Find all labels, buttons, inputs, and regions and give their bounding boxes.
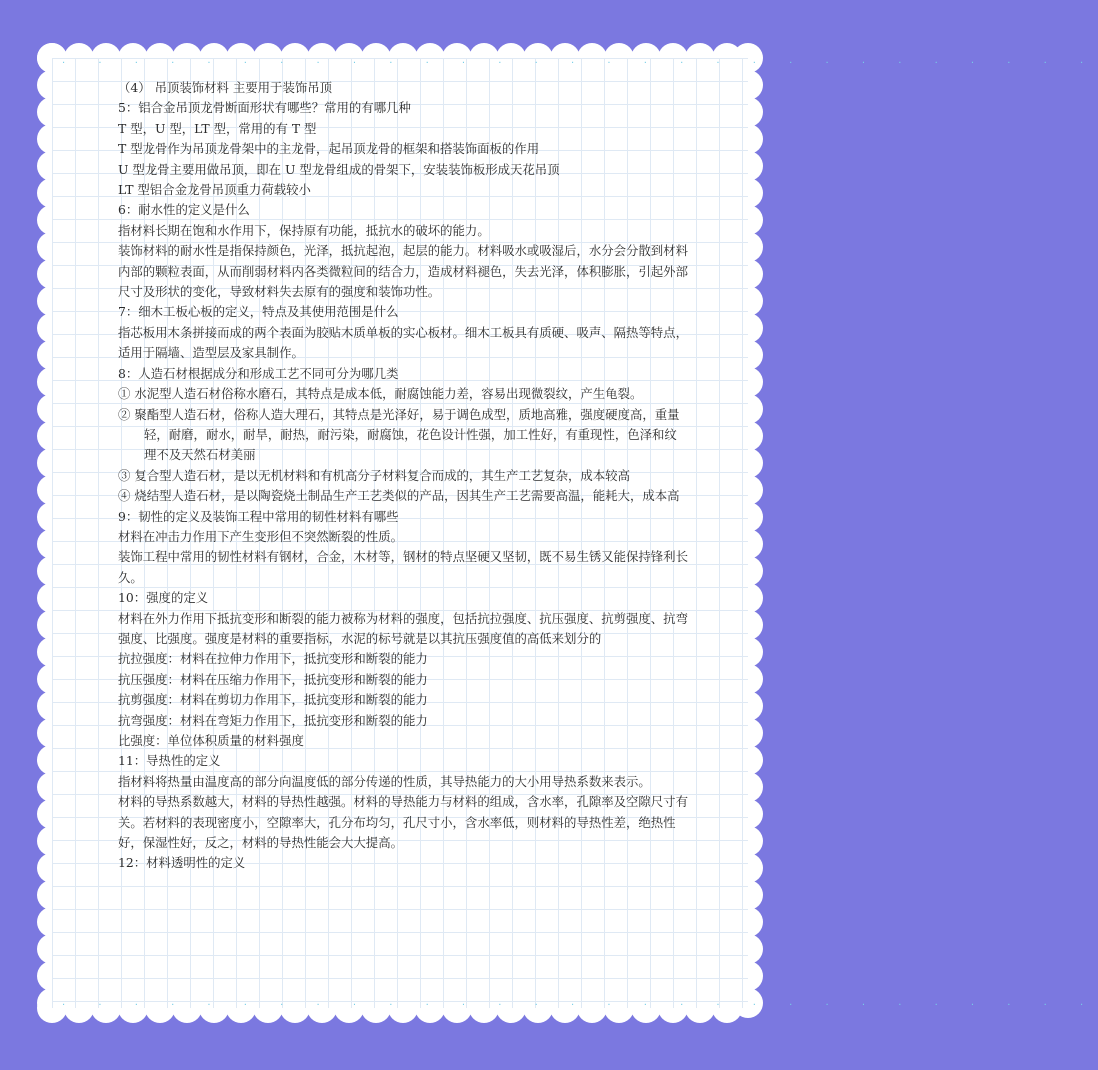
list-item: ① 水泥型人造石材俗称水磨石，其特点是成本低，耐腐蚀能力差，容易出现微裂纹，产生龟裂。 (118, 386, 643, 402)
question-heading: 11：导热性的定义 (118, 753, 221, 769)
paragraph: 材料的导热系数越大，材料的导热性越强。材料的导热能力与材料的组成，含水率，孔隙率及空隙尺寸有关。若材料的表现密度小，空隙率大，孔分布均匀，孔尺寸小，含水率低，则材料的导热性差，绝热性好，保湿性好，反之，材料的导热性能会大大提高。 (118, 794, 688, 851)
document-text (118, 78, 688, 874)
text-line: 抗拉强度：材料在拉伸力作用下，抵抗变形和断裂的能力 (118, 651, 428, 667)
text-line: （4） 吊顶装饰材料 主要用于装饰吊顶 (118, 80, 333, 95)
paragraph: 装饰工程中常用的韧性材料有钢材，合金，木材等，钢材的特点坚硬又坚韧，既不易生锈又能保持锋利长久。 (118, 549, 688, 585)
text-line: LT 型铝合金龙骨吊顶重力荷载较小 (118, 182, 311, 198)
text-line: 抗压强度：材料在压缩力作用下，抵抗变形和断裂的能力 (118, 671, 428, 687)
question-heading: 7：细木工板心板的定义，特点及其使用范围是什么 (118, 304, 399, 320)
question-heading: 5：铝合金吊顶龙骨断面形状有哪些？常用的有哪几种 (118, 100, 411, 116)
question-heading: 8：人造石材根据成分和形成工艺不同可分为哪几类 (118, 365, 399, 381)
bottom-dot-row: · · · · · · · · · · · · · · · · · · · · · · · · · · · · · (62, 1000, 1098, 1011)
paragraph: 指芯板用木条拼接而成的两个表面为胶贴木质单板的实心板材。细木工板具有质硬、吸声、隔热等特点，适用于隔墙、造型层及家具制作。 (118, 324, 688, 361)
paragraph: 材料在外力作用下抵抗变形和断裂的能力被称为材料的强度，包括抗拉强度、抗压强度、抗剪强度、抗弯强度、比强度。强度是材料的重要指标，水泥的标号就是以其抗压强度值的高低来划分的 (118, 610, 688, 646)
question-heading: 9：韧性的定义及装饰工程中常用的韧性材料有哪些 (118, 508, 399, 524)
text-line: T 型龙骨作为吊顶龙骨架中的主龙骨，起吊顶龙骨的框架和搭装饰面板的作用 (118, 141, 540, 157)
text-line: T 型，U 型，LT 型，常用的有 T 型 (118, 120, 317, 136)
list-item: ④ 烧结型人造石材，是以陶瓷烧土制品生产工艺类似的产品，因其生产工艺需要高温，能耗大，成本高 (118, 488, 680, 504)
text-line: 抗剪强度：材料在剪切力作用下，抵抗变形和断裂的能力 (118, 692, 428, 708)
text-line: 指材料长期在饱和水作用下，保持原有功能，抵抗水的破坏的能力。 (118, 222, 490, 238)
paragraph: 指材料将热量由温度高的部分向温度低的部分传递的性质，其导热能力的大小用导热系数来表示。 (118, 773, 651, 789)
question-heading: 6：耐水性的定义是什么 (118, 202, 250, 218)
text-line: 比强度：单位体积质量的材料强度 (118, 733, 304, 748)
text-line: 材料在冲击力作用下产生变形但不突然断裂的性质。 (118, 528, 403, 544)
top-dot-row: · · · · · · · · · · · · · · · · · · · · · · · · · · · · · (62, 58, 1098, 69)
question-heading: 10：强度的定义 (118, 590, 209, 606)
text-line: U 型龙骨主要用做吊顶，即在 U 型龙骨组成的骨架下，安装装饰板形成天花吊顶 (118, 161, 560, 177)
list-item: ③ 复合型人造石材，是以无机材料和有机高分子材料复合而成的，其生产工艺复杂，成本较高 (118, 467, 630, 483)
question-heading: 12：材料透明性的定义 (118, 855, 246, 871)
list-item: ② 聚酯型人造石材，俗称人造大理石，其特点是光泽好，易于调色成型，质地高雅，强度硬度高，重量轻，耐磨，耐水，耐旱，耐热，耐污染，耐腐蚀，花色设计性强，加工性好，有重现性，色泽和纹理不及天然石材美丽 (118, 406, 680, 463)
text-line: 抗弯强度：材料在弯矩力作用下，抵抗变形和断裂的能力 (118, 712, 428, 728)
paragraph: 装饰材料的耐水性是指保持颜色，光泽，抵抗起泡，起层的能力。材料吸水或吸湿后，水分会分散到材料内部的颗粒表面，从而削弱材料内各类微粒间的结合力，造成材料褪色，失去光泽，体积膨胀，引起外部尺寸及形状的变化，导致材料失去原有的强度和装饰功性。 (118, 243, 688, 300)
